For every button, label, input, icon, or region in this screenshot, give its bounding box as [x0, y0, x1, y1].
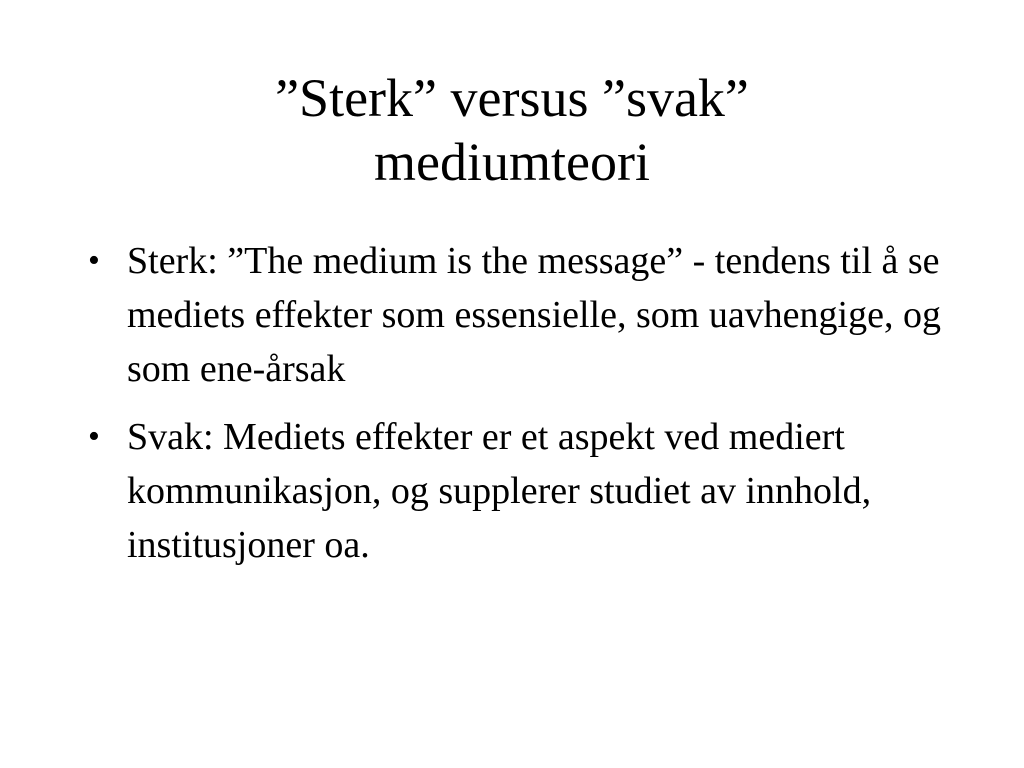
bullet-point-icon: • — [88, 418, 100, 455]
bullet-item-svak — [80, 410, 950, 572]
bullet-text-sterk: Sterk: ”The medium is the message” - tendens til å se mediets effekter som essensielle, som uavhengige, og som ene-årsak — [127, 240, 941, 390]
slide-title-line-1: ”Sterk” versus ”svak” — [275, 68, 749, 128]
bullet-text-svak: Svak: Mediets effekter er et aspekt ved mediert kommunikasjon, og supplerer studiet av innhold, institusjoner oa. — [127, 416, 872, 566]
slide-title — [80, 66, 944, 194]
slide-title-line-2: mediumteori — [374, 132, 650, 192]
bullet-item-sterk — [80, 234, 950, 396]
bullet-list — [80, 234, 950, 586]
bullet-point-icon: • — [88, 242, 100, 279]
